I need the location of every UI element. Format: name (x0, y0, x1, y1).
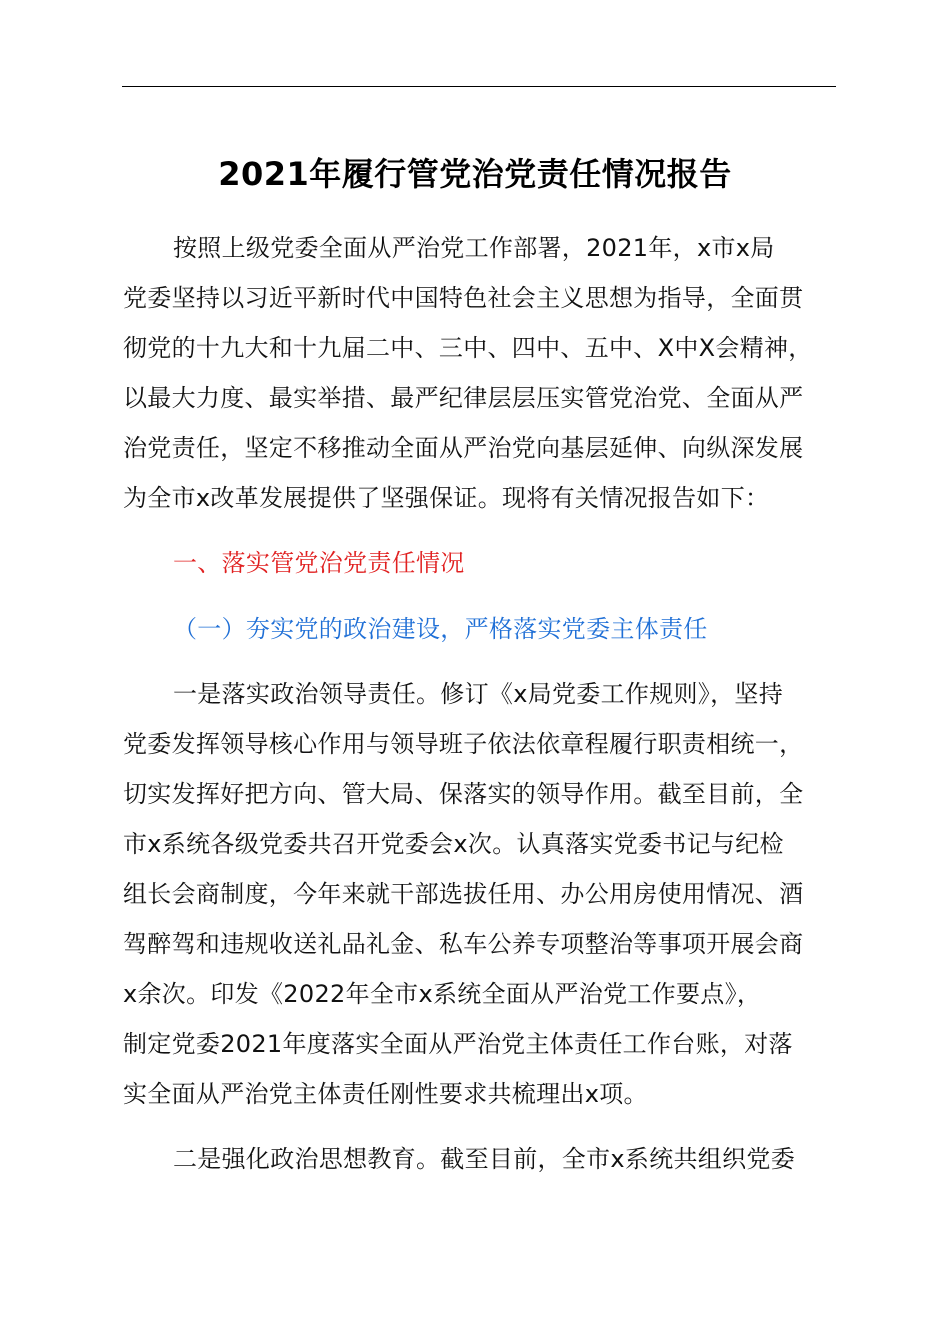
paragraph-line: 制定党委2021年度落实全面从严治党主体责任工作台账，对落 (123, 1030, 793, 1058)
document-title: 2021年履行管党治党责任情况报告 (218, 155, 732, 193)
paragraph-line: 二是强化政治思想教育。截至目前，全市x系统共组织党委 (173, 1145, 796, 1173)
subsection-heading: （一）夯实党的政治建设，严格落实党委主体责任 (173, 615, 708, 643)
paragraph-line: 驾醉驾和违规收送礼品礼金、私车公养专项整治等事项开展会商 (123, 930, 804, 958)
section-heading: 一、落实管党治党责任情况 (173, 549, 465, 577)
paragraph-line: 党委发挥领导核心作用与领导班子依法依章程履行职责相统一， (123, 730, 804, 758)
intro-line: 彻党的十九大和十九届二中、三中、四中、五中、X中X会精神， (123, 334, 813, 362)
intro-line: 以最大力度、最实举措、最严纪律层层压实管党治党、全面从严 (123, 384, 804, 412)
intro-line: 按照上级党委全面从严治党工作部署，2021年，x市x局 (173, 234, 775, 262)
paragraph-line: 切实发挥好把方向、管大局、保落实的领导作用。截至目前，全 (123, 780, 804, 808)
paragraph-line: x余次。印发《2022年全市x系统全面从严治党工作要点》， (123, 980, 762, 1008)
header-rule (122, 86, 836, 87)
paragraph-line: 一是落实政治领导责任。修订《x局党委工作规则》，坚持 (173, 680, 784, 708)
intro-line: 为全市x改革发展提供了坚强保证。现将有关情况报告如下： (123, 484, 770, 512)
paragraph-line: 实全面从严治党主体责任刚性要求共梳理出x项。 (123, 1080, 648, 1108)
paragraph-line: 组长会商制度，今年来就干部选拔任用、办公用房使用情况、酒 (123, 880, 804, 908)
intro-line: 党委坚持以习近平新时代中国特色社会主义思想为指导，全面贯 (123, 284, 804, 312)
paragraph-line: 市x系统各级党委共召开党委会x次。认真落实党委书记与纪检 (123, 830, 784, 858)
intro-line: 治党责任，坚定不移推动全面从严治党向基层延伸、向纵深发展 (123, 434, 804, 462)
